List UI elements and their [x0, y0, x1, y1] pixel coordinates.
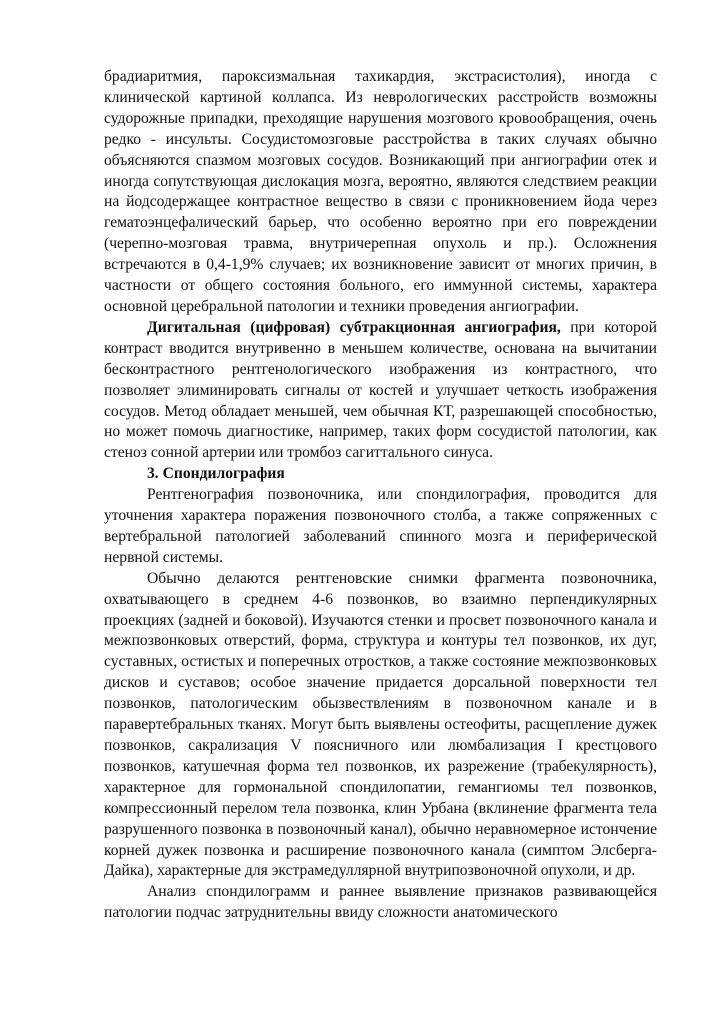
document-page	[104, 67, 657, 924]
paragraph-digital-subtraction-angiography	[104, 318, 657, 464]
section-heading-spondylography: 3. Спондилография	[147, 465, 285, 483]
paragraph-spondylography-intro: Рентгенография позвоночника, или спондилография, проводится для уточнения характера поражения позвоночного столба, а также сопряженных с вертебральной патологией заболеваний спинного мозга и периферической нервной системы.	[104, 486, 657, 566]
paragraph-spondylography-method: Обычно делаются рентгеновские снимки фрагмента позвоночника, охватывающего в среднем 4-6 позвонков, во взаимно перпендикулярных проекциях (задней и боковой). Изучаются стенки и просвет позвоночного канала и межпозвонковых отверстий, форма, структура и контуры тел позвонков, их дуг, суставных, остистых и поперечных отростков, а также состояние межпозвонковых дисков и суставов; особое значение придается дорсальной поверхности тел позвонков, патологическим обызвествлениям в позвоночном канале и в паравертебральных тканях. Могут быть выявлены остеофиты, расщепление дужек позвонков, сакрализация V поясничного или люмбализация I крестцового позвонков, катушечная форма тел позвонков, их разрежение (трабекулярность), характерное для гормональной спондилопатии, гемангиомы тел позвонков, компрессионный перелом тела позвонка, клин Урбана (вклинение фрагмента тела разрушенного позвонка в позвоночный канал), обычно неравномерное истончение корней дужек позвонка и расширение позвоночного канала (симптом Элсберга-Дайка), характерные для экстрамедуллярной внутрипозвоночной опухоли, и др.	[104, 569, 657, 880]
paragraph-angiography-complications: брадиаритмия, пароксизмальная тахикардия, экстрасистолия), иногда с клинической картиной коллапса. Из неврологических расстройств возможны судорожные припадки, преходящие нарушения мозгового кровообращения, очень редко - инсульты. Сосудистомозговые расстройства в таких случаях обычно объясняются спазмом мозговых сосудов. Возникающий при ангиографии отек и иногда сопутствующая дислокация мозга, вероятно, являются следствием реакции на йодсодержащее контрастное вещество в связи с проникновением йода через гематоэнцефалический барьер, что особенно вероятно при его повреждении (черепно-мозговая травма, внутричерепная опухоль и пр.). Осложнения встречаются в 0,4-1,9% случаев; их возникновение зависит от многих причин, в частности от общего состояния больного, его иммунной системы, характера основной церебральной патологии и техники проведения ангиографии.	[104, 68, 657, 315]
paragraph-digital-subtraction-text: при которой контраст вводится внутривенно в меньшем количестве, основана на вычитании бесконтрастного рентгенологического изображения из контрастного, что позволяет элиминировать сигналы от костей и улучшает четкость изображения сосудов. Метод обладает меньшей, чем обычная КТ, разрешающей способностью, но может помочь диагностике, например, таких форм сосудистой патологии, как стеноз сонной артерии или тромбоз сагиттального синуса.	[104, 318, 657, 462]
paragraph-spondylography-analysis: Анализ спондилограмм и раннее выявление признаков развивающейся патологии подчас затруднительны ввиду сложности анатомического	[104, 883, 657, 922]
term-digital-subtraction-angiography: Дигитальная (цифровая) субтракционная ангиография,	[147, 318, 561, 336]
